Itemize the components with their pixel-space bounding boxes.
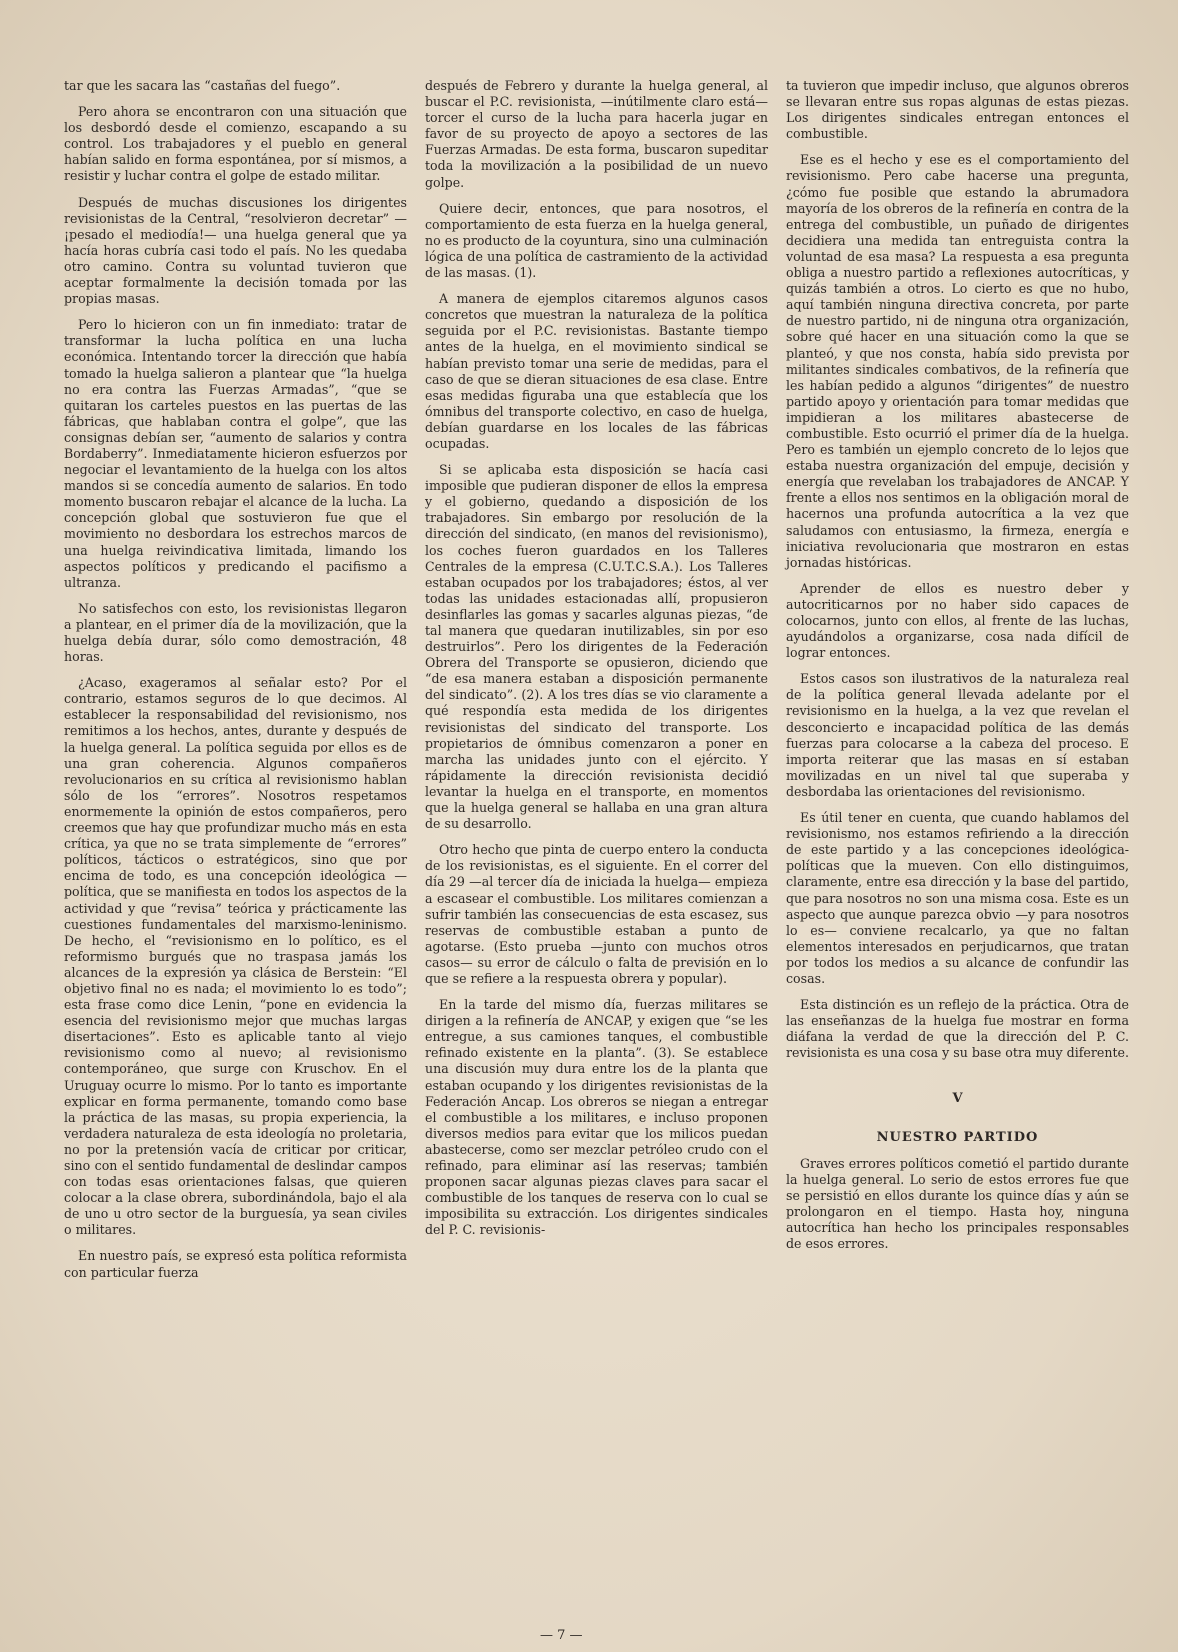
paragraph: A manera de ejemplos citaremos algunos casos concretos que muestran la naturaleza de la política seguida por el P.C. revisionistas. Bastante tiempo antes de la huelga, en el movimiento sindical se habían previsto tomar una serie de medidas, para el caso de que se dieran situaciones de esa clase. Entre esas medidas figuraba una que establecía que los ómnibus del transporte colectivo, en caso de huelga, debían guardarse en los locales de las fábricas ocupadas. xyxy=(425,291,768,451)
text-columns xyxy=(64,78,1138,1291)
paragraph: Es útil tener en cuenta, que cuando hablamos del revisionismo, nos estamos refiriendo a la dirección de este partido y a las concepciones ideológica-políticas que la mueven. Con ello distinguimos, claramente, entre esa dirección y la base del partido, que para nosotros no son una misma cosa. Este es un aspecto que aunque parezca obvio —y para nosotros lo es— conviene recalcarlo, ya que no faltan elementos interesados en perjudicarnos, que tratan por todos los medios a su alcance de confundir las cosas. xyxy=(786,810,1129,986)
paragraph: Aprender de ellos es nuestro deber y autocriticarnos por no haber sido capaces de colocarnos, junto con ellos, al frente de las luchas, ayudándolos a organizarse, cosa nada difícil de lograr entonces. xyxy=(786,580,1129,661)
page-number: — 7 — xyxy=(540,1628,583,1643)
paragraph: Si se aplicaba esta disposición se hacía casi imposible que pudieran disponer de ellos la empresa y el gobierno, quedando a disposición de los trabajadores. Sin embargo por resolución de la dirección del sindicato, (en manos del revisionismo), los coches fueron guardados en los Talleres Centrales de la empresa (C.U.T.C.S.A.). Los Talleres estaban ocupados por los trabajadores; éstos, al ver todas las unidades estacionadas allí, propusieron desinflarles las gomas y sacarles algunas piezas, “de tal manera que quedaran inutilizables, sin por eso destruirlos”. Pero los dirigentes de la Federación Obrera del Transporte se opusieron, diciendo que “de esa manera estaban a disposición permanente del sindicato”. (2). A los tres días se vio claramente a qué respondía esta medida de los dirigentes revisionistas del sindicato del transporte. Los propietarios de ómnibus comenzaron a poner en marcha las unidades junto con el ejército. Y rápidamente la dirección revisionista decidió levantar la huelga en el transporte, en momentos que la huelga general se hallaba en una gran altura de su desarrollo. xyxy=(425,462,768,832)
paragraph: En la tarde del mismo día, fuerzas militares se dirigen a la refinería de ANCAP, y exigen que “se les entregue, a sus camiones tanques, el combustible refinado existente en la planta”. (3). Se establece una discusión muy dura entre los de la planta que estaban ocupando y los dirigentes revisionistas de la Federación Ancap. Los obreros se niegan a entregar el combustible a los militares, e incluso proponen diversos medios para evitar que los milicos puedan abastecerse, como ser mezclar petróleo crudo con el refinado, para eliminar así las reservas; también proponen sacar algunas piezas claves para sacar el combustible de los tanques de reserva con lo cual se imposibilita su extracción. Los dirigentes sindicales del P. C. revisionis- xyxy=(425,997,768,1238)
paragraph: Después de muchas discusiones los dirigentes revisionistas de la Central, “resolvieron decretar” —¡pesado el mediodía!— una huelga general que ya hacía horas cubría casi todo el país. No les quedaba otro camino. Contra su voluntad tuvieron que aceptar formalmente la decisión tomada por las propias masas. xyxy=(64,194,407,307)
paragraph: ¿Acaso, exageramos al señalar esto? Por el contrario, estamos seguros de lo que decimos. Al establecer la responsabilidad del revisionismo, nos remitimos a los hechos, antes, durante y después de la huelga general. La política seguida por ellos es de una gran coherencia. Algunos compañeros revolucionarios en su crítica al revisionismo hablan sólo de los “errores”. Nosotros respetamos enormemente la opinión de estos compañeros, pero creemos que hay que profundizar mucho más en esta crítica, ya que no se trata simplemente de “errores” políticos, tácticos o estratégicos, sino que por encima de todo, es una concepción ideológica —política, que se manifiesta en todos los aspectos de la actividad y que “revisa” teórica y prácticamente las cuestiones fundamentales del marxismo-leninismo. De hecho, el “revisionismo en lo político, es el reformismo burgués que no traspasa jamás los alcances de la expresión ya clásica de Berstein: “El objetivo final no es nada; el movimiento lo es todo”; esta frase como dice Lenin, “pone en evidencia la esencia del revisionismo mejor que muchas largas disertaciones”. Esto es aplicable tanto al viejo revisionismo como al nuevo; al revisionismo contemporáneo, que surge con Kruschov. En el Uruguay ocurre lo mismo. Por lo tanto es importante explicar en forma permanente, tomando como base la práctica de las masas, su propia experiencia, la verdadera naturaleza de esta ideología no proletaria, no por la pretensión vacía de criticar por criticar, sino con el sentido fundamental de deslindar campos con todas esas orientaciones falsas, que quieren colocar a la clase obrera, subordinándola, bajo el ala de uno u otro sector de la burguesía, ya sean civiles o militares. xyxy=(64,675,407,1238)
paragraph: tar que les sacara las “castañas del fuego”. xyxy=(64,78,341,93)
paragraph: después de Febrero y durante la huelga general, al buscar el P.C. revisionista, —inútilmente claro está— torcer el curso de la lucha para hacerla jugar en favor de su proyecto de apoyo a sectores de las Fuerzas Armadas. De esta forma, buscaron supeditar toda la movilización a la posibilidad de un nuevo golpe. xyxy=(425,78,768,190)
column-1 xyxy=(64,78,407,1291)
paragraph: Quiere decir, entonces, que para nosotros, el comportamiento de esta fuerza en la huelga general, no es producto de la coyuntura, sino una culminación lógica de una política de castramiento de la actividad de las masas. (1). xyxy=(425,200,768,281)
paragraph: Otro hecho que pinta de cuerpo entero la conducta de los revisionistas, es el siguiente. En el correr del día 29 —al tercer día de iniciada la huelga— empieza a escasear el combustible. Los militares comienzan a sufrir también las consecuencias de esta escasez, sus reservas de combustible estaban a punto de agotarse. (Esto prueba —junto con muchos otros casos— su error de cálculo o falta de previsión en lo que se refiere a la respuesta obrera y popular). xyxy=(425,842,768,986)
column-3 xyxy=(786,78,1129,1291)
column-2 xyxy=(425,78,768,1291)
paragraph: No satisfechos con esto, los revisionistas llegaron a plantear, en el primer día de la movilización, que la huelga debía durar, sólo como demostración, 48 horas. xyxy=(64,600,407,665)
section-heading: NUESTRO PARTIDO xyxy=(876,1129,1039,1145)
paragraph: Pero ahora se encontraron con una situación que los desbordó desde el comienzo, escapando a su control. Los trabajadores y el pueblo en general habían salido en forma espontánea, por sí mismos, a resistir y luchar contra el golpe de estado militar. xyxy=(64,104,407,184)
paragraph: En nuestro país, se expresó esta política reformista con particular fuerza xyxy=(64,1248,407,1280)
paragraph: Esta distinción es un reflejo de la práctica. Otra de las enseñanzas de la huelga fue mostrar en forma diáfana la verdad de que la dirección del P. C. revisionista es una cosa y su base otra muy diferente. xyxy=(786,997,1129,1061)
section-number: V xyxy=(952,1091,963,1107)
paragraph: Ese es el hecho y ese es el comportamiento del revisionismo. Pero cabe hacerse una pregunta, ¿cómo fue posible que estando la abrumadora mayoría de los obreros de la refinería en contra de la entrega del combustible, un puñado de dirigentes decidiera una medida tan entreguista contra la voluntad de esa masa? La respuesta a esa pregunta obliga a nuestro partido a reflexiones autocríticas, y quizás también a otros. Lo cierto es que no hubo, aquí también ninguna directiva concreta, por parte de nuestro partido, ni de ninguna otra organización, sobre qué hacer en una situación como la que se planteó, y que nos consta, había sido prevista por militantes sindicales combativos, de la refinería que les habían pedido a algunos “dirigentes” de nuestro partido apoyo y orientación para tomar medidas que impidieran a los militares abastecerse de combustible. Esto ocurrió el primer día de la huelga. Pero es también un ejemplo concreto de lo lejos que estaba nuestra organización del empuje, decisión y energía que revelaban los trabajadores de ANCAP. Y frente a ellos nos sentimos en la obligación moral de hacernos una profunda autocrítica a la vez que saludamos con entusiasmo, la firmeza, energía e iniciativa revolucionaria que mostraron en estas jornadas históricas. xyxy=(786,152,1129,570)
paragraph: ta tuvieron que impedir incluso, que algunos obreros se llevaran entre sus ropas algunas de estas piezas. Los dirigentes sindicales entregan entonces el combustible. xyxy=(786,78,1129,142)
paragraph: Graves errores políticos cometió el partido durante la huelga general. Lo serio de estos errores fue que se persistió en ellos durante los quince días y aún se prolongaron en el tiempo. Hasta hoy, ninguna autocrítica han hecho los principales responsables de esos errores. xyxy=(786,1155,1129,1252)
paragraph: Estos casos son ilustrativos de la naturaleza real de la política general llevada adelante por el revisionismo en la huelga, a la vez que revelan el desconcierto e incapacidad política de las demás fuerzas para colocarse a la cabeza del proceso. E importa reiterar que las masas en sí estaban movilizadas en un nivel tal que superaba y desbordaba las orientaciones del revisionismo. xyxy=(786,671,1129,799)
paragraph: Pero lo hicieron con un fin inmediato: tratar de transformar la lucha política en una lucha económica. Intentando torcer la dirección que había tomado la huelga salieron a plantear que “la huelga no era contra las Fuerzas Armadas”, “que se quitaran los carteles puestos en las puertas de las fábricas, que hablaban contra el golpe”, que las consignas debían ser, “aumento de salarios y contra Bordaberry”. Inmediatamente hicieron esfuerzos por negociar el levantamiento de la huelga con los altos mandos si se concedía aumento de salarios. En todo momento buscaron rebajar el alcance de la lucha. La concepción global que sostuvieron fue que el movimiento no desbordara los estrechos marcos de una huelga reivindicativa limitada, limando los aspectos políticos y predicando el pacifismo a ultranza. xyxy=(64,317,407,590)
